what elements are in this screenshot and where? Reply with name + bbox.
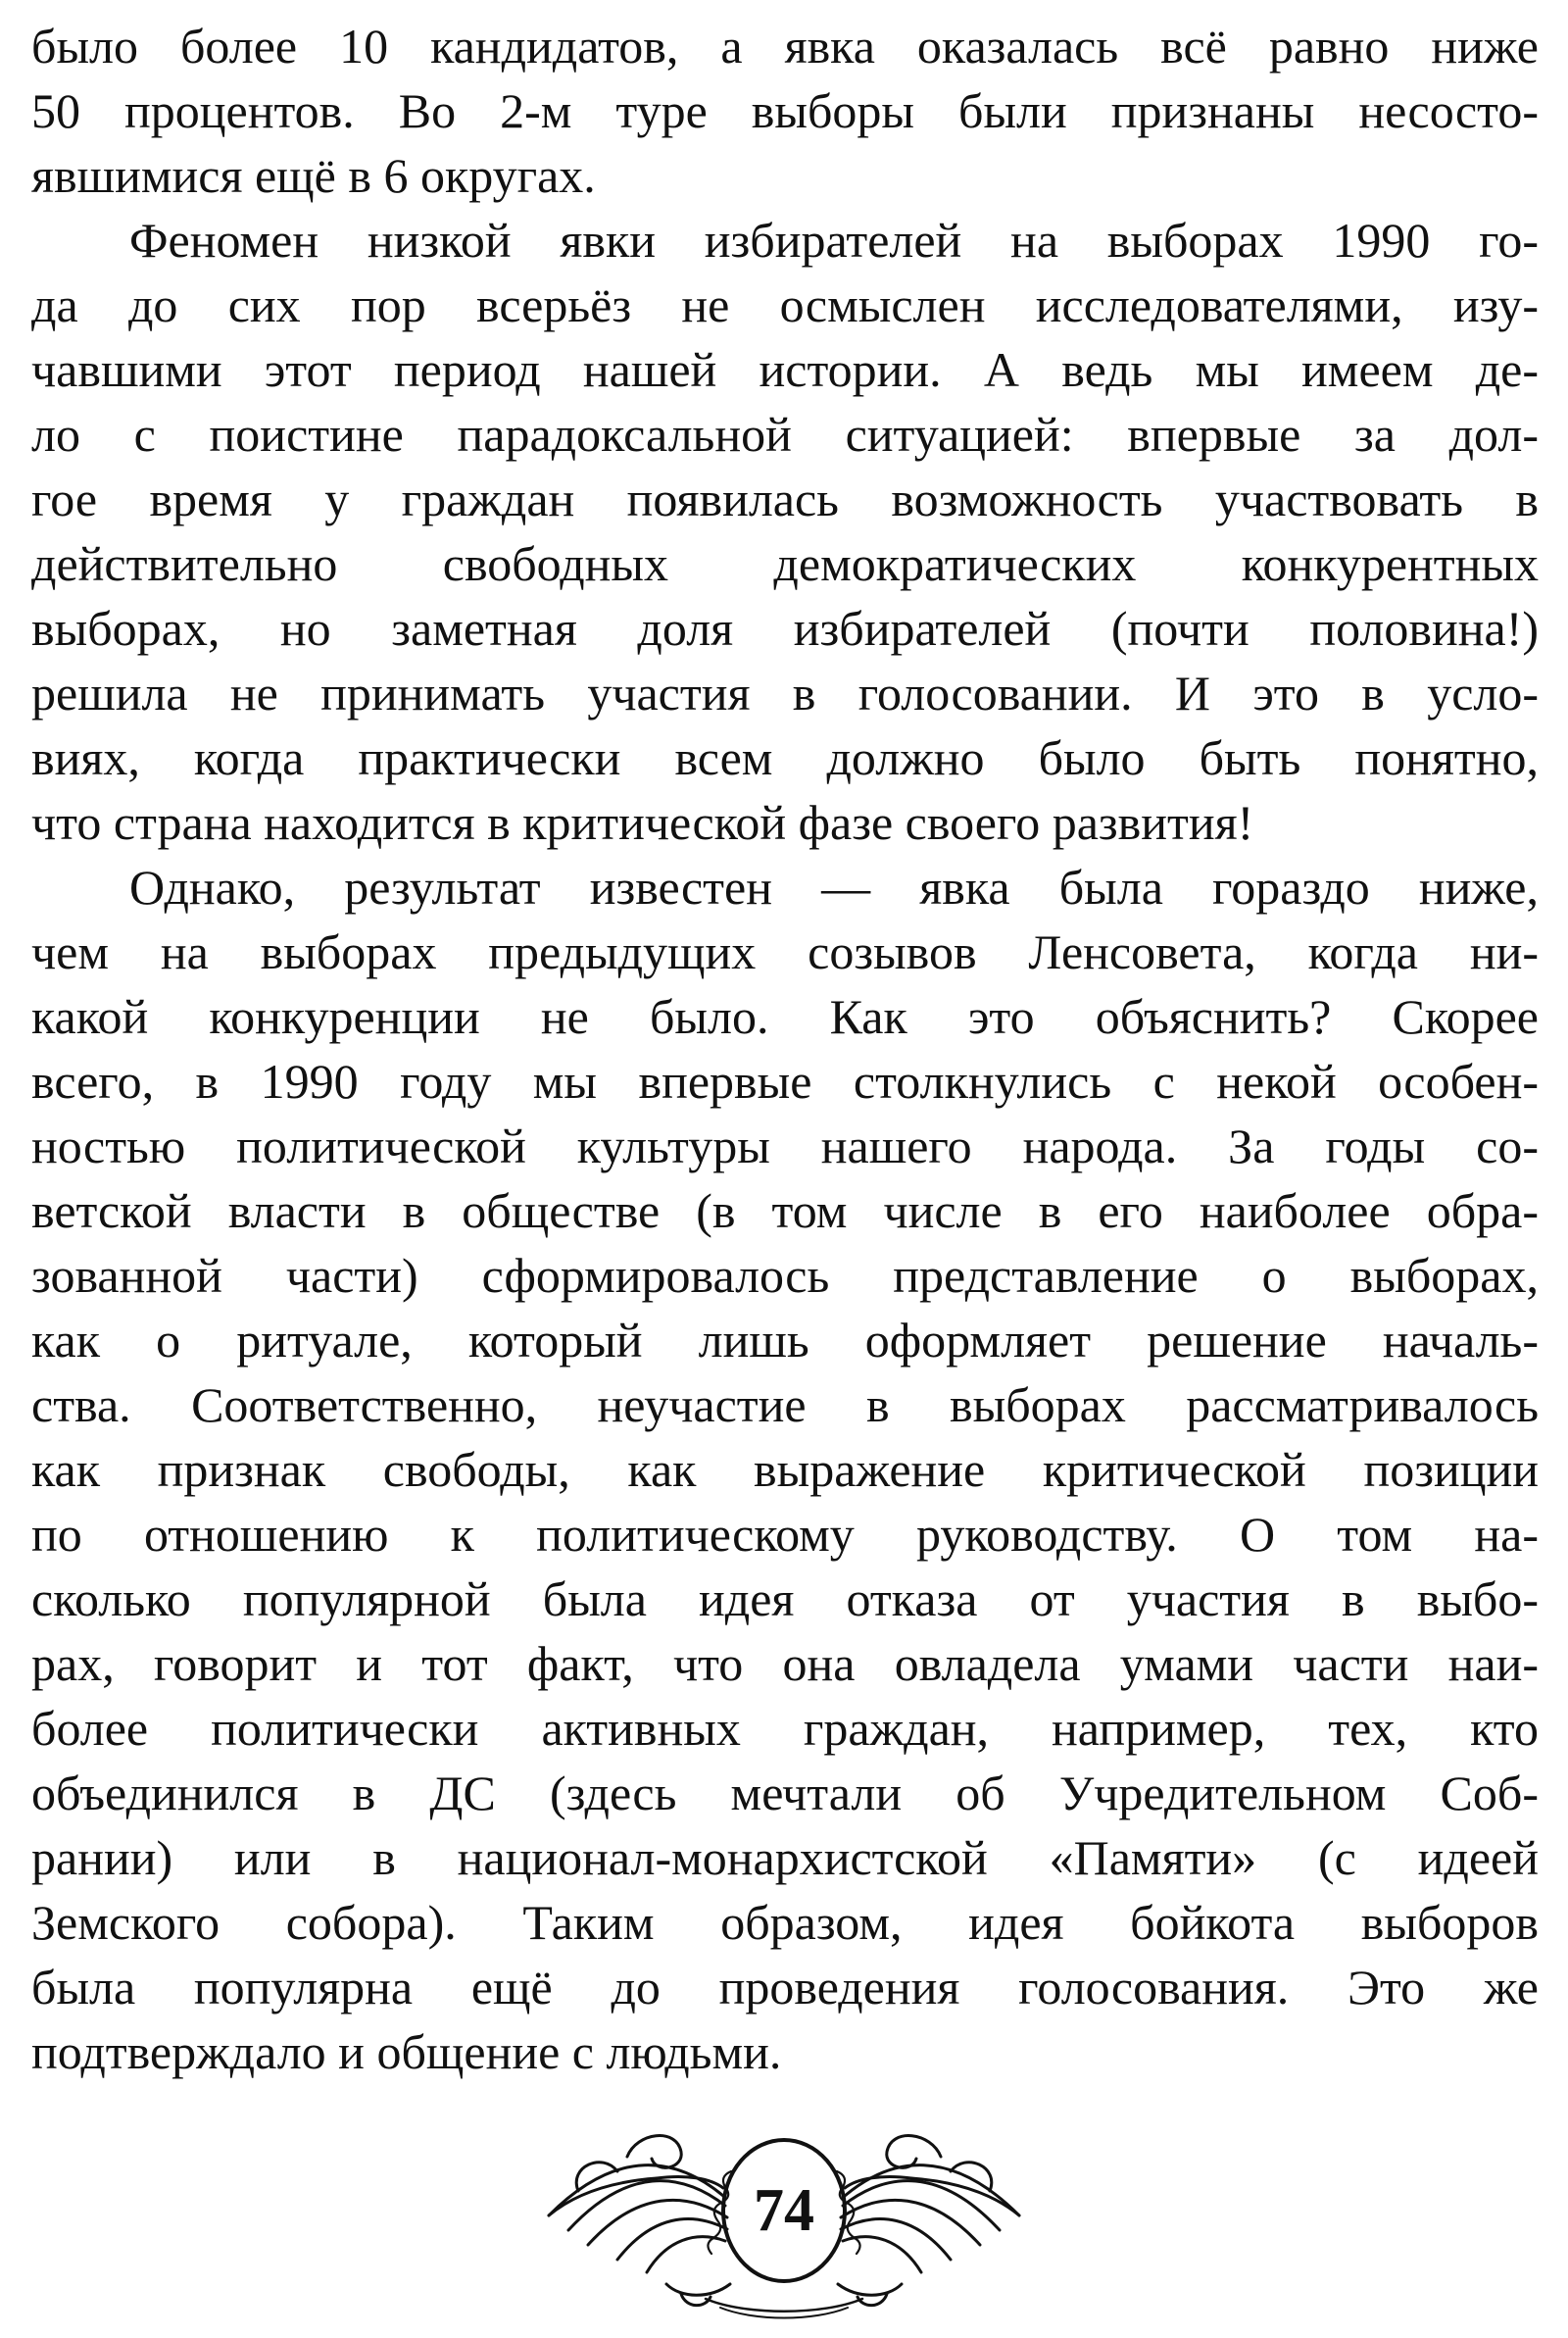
text-line: да до сих пор всерьёз не осмыслен исследователями, изу- <box>31 277 1539 332</box>
paragraph <box>31 208 1539 855</box>
text-line: рании) или в национал-монархистской «Памяти» (с идеей <box>31 1830 1539 1885</box>
winged-scroll-ornament-icon <box>510 2098 1058 2323</box>
text-line: гое время у граждан появилась возможность участвовать в <box>31 472 1539 526</box>
text-line: явшимися ещё в 6 округах. <box>31 148 596 203</box>
text-line: что страна находится в критической фазе своего развития! <box>31 795 1254 850</box>
text-line: ства. Соответственно, неучастие в выборах рассматривалось <box>31 1377 1539 1432</box>
page-footer <box>510 2098 1058 2323</box>
text-line: как о ритуале, который лишь оформляет решение началь- <box>31 1313 1539 1368</box>
paragraph <box>31 14 1539 208</box>
text-line: подтверждало и общение с людьми. <box>31 2024 782 2079</box>
text-line: Земского собора). Таким образом, идея бойкота выборов <box>31 1895 1539 1950</box>
text-line: чем на выборах предыдущих созывов Ленсовета, когда ни- <box>31 924 1539 979</box>
paragraph <box>31 855 1539 2084</box>
text-line: была популярна ещё до проведения голосования. Это же <box>31 1960 1539 2015</box>
text-line: сколько популярной была идея отказа от участия в выбо- <box>31 1571 1539 1626</box>
text-line: по отношению к политическому руководству. О том на- <box>31 1507 1539 1562</box>
page-number: 74 <box>754 2177 814 2244</box>
text-line: ностью политической культуры нашего народа. За годы со- <box>31 1119 1539 1173</box>
text-line: выборах, но заметная доля избирателей (почти половина!) <box>31 601 1539 656</box>
text-line: ло с поистине парадоксальной ситуацией: впервые за дол- <box>31 407 1539 462</box>
text-line: более политически активных граждан, например, тех, кто <box>31 1701 1539 1756</box>
text-line: виях, когда практически всем должно было быть понятно, <box>31 730 1539 785</box>
text-line: как признак свободы, как выражение критической позиции <box>31 1442 1539 1497</box>
text-line: какой конкуренции не было. Как это объяснить? Скорее <box>31 989 1539 1044</box>
text-line: ветской власти в обществе (в том числе в его наиболее обра- <box>31 1183 1539 1238</box>
text-line: объединился в ДС (здесь мечтали об Учредительном Соб- <box>31 1766 1539 1820</box>
text-line: решила не принимать участия в голосовании. И это в усло- <box>31 666 1539 721</box>
text-line: зованной части) сформировалось представление о выборах, <box>31 1248 1539 1303</box>
text-line: рах, говорит и тот факт, что она овладела умами части наи- <box>31 1636 1539 1691</box>
text-line: 50 процентов. Во 2-м туре выборы были признаны несосто- <box>31 83 1539 138</box>
text-line: было более 10 кандидатов, а явка оказалась всё равно ниже <box>31 19 1539 74</box>
text-line: Феномен низкой явки избирателей на выборах 1990 го- <box>129 213 1539 268</box>
text-line: действительно свободных демократических конкурентных <box>31 536 1539 591</box>
text-line: всего, в 1990 году мы впервые столкнулись с некой особен- <box>31 1054 1539 1109</box>
text-line: Однако, результат известен — явка была гораздо ниже, <box>129 860 1539 915</box>
text-line: чавшими этот период нашей истории. А ведь мы имеем де- <box>31 342 1539 397</box>
page-text <box>31 14 1539 2084</box>
